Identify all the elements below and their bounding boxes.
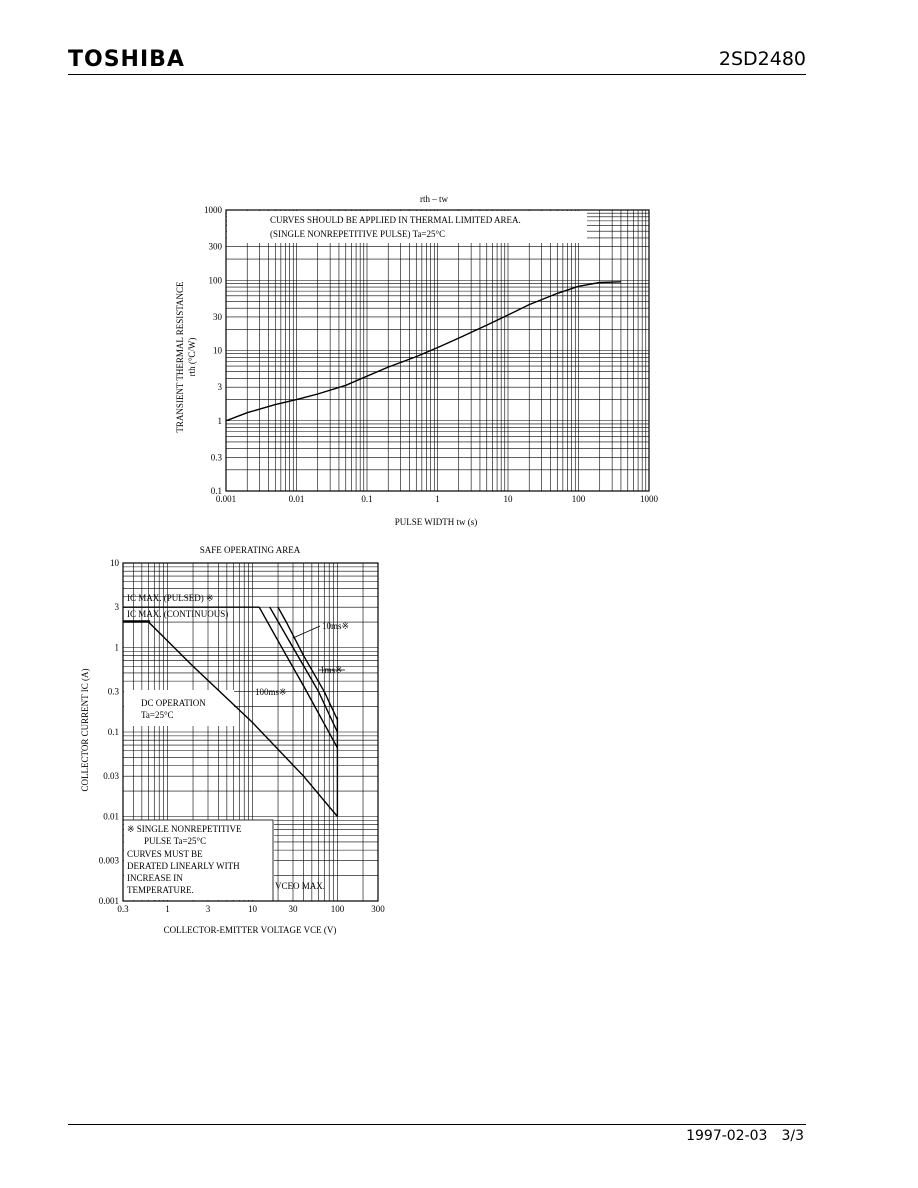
y-tick-label: 3 (217, 382, 222, 393)
y-tick-label: 10 (213, 345, 222, 356)
chart-title: SAFE OPERATING AREA (199, 545, 301, 555)
y-tick-label: 0.1 (107, 727, 119, 737)
y-tick-label: 0.003 (98, 855, 119, 866)
x-tick-label: 100 (571, 494, 586, 504)
note-line-1: ※ SINGLE NONREPETITIVE (127, 824, 242, 834)
note-line-3: CURVES MUST BE (127, 849, 203, 859)
y-tick-label: 1 (217, 415, 222, 426)
10ms-pointer (293, 626, 320, 638)
y-tick-label: 30 (213, 311, 222, 322)
footer-date: 1997-02-03 (686, 1128, 768, 1144)
y-tick-label: 10 (110, 558, 119, 568)
10ms-label: 10ms※ (322, 621, 350, 631)
y-axis-label-line2: rth (°C/W) (187, 337, 197, 377)
x-tick-label: 10 (503, 494, 513, 504)
annotation-line-2: (SINGLE NONREPETITIVE PULSE) Ta=25°C (270, 229, 446, 239)
1ms-label: 1ms※ (320, 665, 343, 675)
vceo-label: VCEO MAX. (275, 881, 326, 891)
x-axis-label: PULSE WIDTH tw (s) (394, 517, 478, 527)
footer-divider (68, 1124, 806, 1125)
x-tick-label: 0.1 (361, 494, 373, 504)
ic-continuous-label: IC MAX. (CONTINUOUS) (127, 609, 229, 619)
x-tick-label: 0.3 (117, 904, 129, 914)
y-tick-label: 100 (208, 275, 222, 286)
y-axis-label-line1: TRANSIENT THERMAL RESISTANCE (175, 281, 185, 433)
y-tick-label: 1000 (204, 205, 222, 215)
x-tick-label: 3 (205, 904, 211, 914)
annotation-line-1: CURVES SHOULD BE APPLIED IN THERMAL LIMITED AREA. (270, 215, 521, 225)
x-tick-label: 1 (435, 494, 440, 504)
y-axis-label: COLLECTOR CURRENT IC (A) (80, 668, 90, 792)
y-tick-label: 300 (208, 241, 222, 252)
dc-label-box (124, 690, 234, 726)
note-line-6: TEMPERATURE. (127, 885, 194, 895)
y-tick-label: 0.01 (103, 811, 119, 822)
x-tick-label: 30 (288, 904, 298, 914)
x-tick-label: 1000 (640, 494, 658, 504)
x-tick-label: 10 (247, 904, 257, 914)
dc-label-line2: Ta=25°C (141, 710, 174, 720)
note-line-4: DERATED LINEARLY WITH (127, 861, 240, 871)
note-line-2: PULSE Ta=25°C (144, 836, 207, 846)
y-tick-label: 3 (114, 602, 119, 613)
y-tick-label: 0.1 (210, 486, 222, 496)
footer (672, 1128, 804, 1144)
y-tick-label: 0.3 (210, 452, 222, 463)
y-tick-label: 1 (114, 642, 119, 653)
y-tick-label: 0.03 (103, 771, 119, 782)
x-tick-label: 0.001 (215, 494, 237, 504)
chart-title: rth – tw (420, 194, 448, 204)
brand-logo: TOSHIBA (68, 47, 185, 72)
dc-label-line1: DC OPERATION (141, 698, 206, 708)
y-tick-label: 0.3 (107, 686, 119, 697)
100ms-label: 100ms※ (255, 687, 287, 697)
y-tick-label: 0.001 (98, 896, 119, 906)
x-axis-label: COLLECTOR-EMITTER VOLTAGE VCE (V) (163, 925, 337, 935)
x-tick-label: 1 (165, 904, 170, 914)
note-line-5: INCREASE IN (127, 873, 183, 883)
x-tick-label: 0.01 (288, 494, 305, 504)
x-tick-label: 100 (330, 904, 345, 914)
x-tick-label: 300 (371, 904, 385, 914)
part-number: 2SD2480 (718, 48, 806, 70)
ic-pulsed-label: IC MAX. (PULSED) ※ (127, 593, 214, 603)
footer-page: 3/3 (781, 1128, 804, 1144)
